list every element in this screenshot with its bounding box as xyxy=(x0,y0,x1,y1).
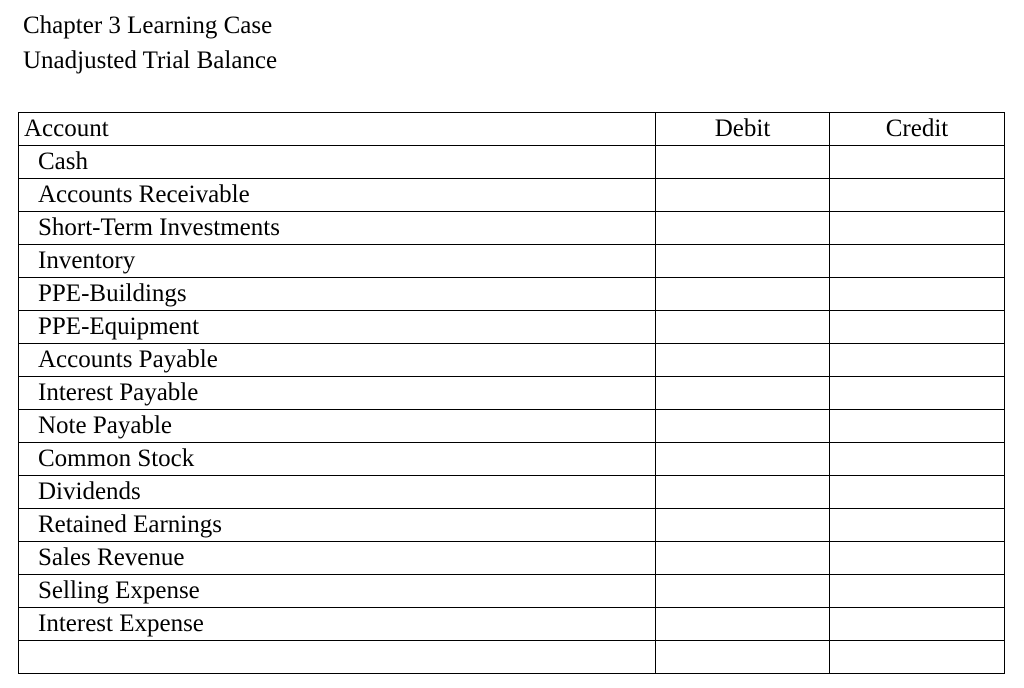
credit-cell xyxy=(830,608,1005,641)
debit-cell xyxy=(656,443,830,476)
credit-cell xyxy=(830,179,1005,212)
credit-cell xyxy=(830,476,1005,509)
debit-cell xyxy=(656,278,830,311)
table-row xyxy=(19,146,1005,179)
debit-cell xyxy=(656,509,830,542)
account-cell: Short-Term Investments xyxy=(19,212,656,245)
credit-cell xyxy=(830,443,1005,476)
debit-cell xyxy=(656,377,830,410)
table-row xyxy=(19,278,1005,311)
document-header xyxy=(23,8,277,78)
account-cell: Sales Revenue xyxy=(19,542,656,575)
credit-cell xyxy=(830,212,1005,245)
credit-cell xyxy=(830,377,1005,410)
table-row xyxy=(19,443,1005,476)
debit-cell xyxy=(656,311,830,344)
column-header-credit: Credit xyxy=(830,113,1005,146)
account-cell: PPE-Equipment xyxy=(19,311,656,344)
header-row xyxy=(19,113,1005,146)
table-row xyxy=(19,377,1005,410)
debit-cell xyxy=(656,542,830,575)
account-cell: Selling Expense xyxy=(19,575,656,608)
trial-balance-table xyxy=(18,112,1005,674)
debit-cell xyxy=(656,575,830,608)
debit-cell xyxy=(656,179,830,212)
table-row xyxy=(19,575,1005,608)
account-cell: Inventory xyxy=(19,245,656,278)
account-cell: Dividends xyxy=(19,476,656,509)
debit-cell xyxy=(656,608,830,641)
account-cell: Accounts Payable xyxy=(19,344,656,377)
table-row xyxy=(19,410,1005,443)
credit-cell xyxy=(830,146,1005,179)
debit-cell xyxy=(656,641,830,674)
table-row xyxy=(19,311,1005,344)
account-cell: Note Payable xyxy=(19,410,656,443)
account-cell: Cash xyxy=(19,146,656,179)
credit-cell xyxy=(830,344,1005,377)
debit-cell xyxy=(656,344,830,377)
credit-cell xyxy=(830,311,1005,344)
debit-cell xyxy=(656,146,830,179)
debit-cell xyxy=(656,476,830,509)
table-body xyxy=(19,146,1005,674)
table-row xyxy=(19,179,1005,212)
table-row xyxy=(19,641,1005,674)
table-row xyxy=(19,608,1005,641)
table-row xyxy=(19,344,1005,377)
debit-cell xyxy=(656,212,830,245)
account-cell: Interest Expense xyxy=(19,608,656,641)
document-subtitle: Unadjusted Trial Balance xyxy=(23,47,278,74)
credit-cell xyxy=(830,245,1005,278)
column-header-debit: Debit xyxy=(656,113,830,146)
table-row xyxy=(19,509,1005,542)
debit-cell xyxy=(656,245,830,278)
credit-cell xyxy=(830,641,1005,674)
document-title: Chapter 3 Learning Case xyxy=(23,12,273,39)
credit-cell xyxy=(830,509,1005,542)
account-cell xyxy=(19,641,656,674)
credit-cell xyxy=(830,278,1005,311)
credit-cell xyxy=(830,410,1005,443)
credit-cell xyxy=(830,575,1005,608)
account-cell: Interest Payable xyxy=(19,377,656,410)
account-cell: Retained Earnings xyxy=(19,509,656,542)
table-row xyxy=(19,245,1005,278)
account-cell: Common Stock xyxy=(19,443,656,476)
account-cell: Accounts Receivable xyxy=(19,179,656,212)
table-row xyxy=(19,476,1005,509)
table-header xyxy=(19,113,1005,146)
account-cell: PPE-Buildings xyxy=(19,278,656,311)
table-row xyxy=(19,212,1005,245)
column-header-account: Account xyxy=(19,113,656,146)
credit-cell xyxy=(830,542,1005,575)
debit-cell xyxy=(656,410,830,443)
table-row xyxy=(19,542,1005,575)
